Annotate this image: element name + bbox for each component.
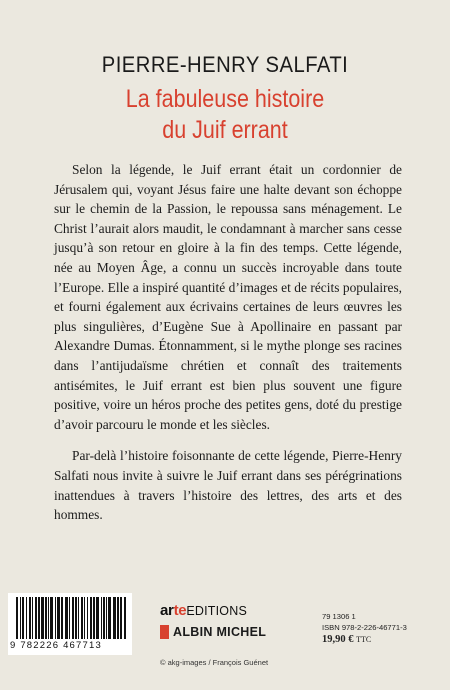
blurb: [54, 160, 402, 525]
isbn-number: ISBN 978-2-226-46771-3: [322, 622, 407, 632]
price: 19,90 € TTC: [322, 634, 372, 645]
blurb-paragraph-1: Selon la légende, le Juif errant était un cordonnier de Jérusalem qui, voyant Jésus faire une halte devant son échoppe sur le chemin de la Passion, le repoussa sans ménagement. Le Christ l’aurait alors maudit, le condamnant à marcher sans cesse jusqu’à son retour en gloire à la fin des temps. Cette légende, née au Moyen Âge, a connu un succès incroyable dans toute l’Europe. Elle a inspiré quantité d’images et de récits populaires, et fourni également aux écrivains certaines de leurs œuvres les plus singulières, d’Eugène Sue à Apollinaire en passant par Alexandre Dumas. Étonnamment, si le mythe plonge ses racines dans l’antijudaïsme chrétien et connaît des traitements antisémites, le Juif errant est bien plus souvent une figure positive, voire un héros proche des petites gens, doté du prestige d’avoir parcouru le monde et les siècles.: [54, 162, 402, 432]
book-title-line-1: La fabuleuse histoire: [125, 85, 325, 113]
albin-michel-mark-icon: [160, 625, 169, 639]
barcode: [8, 593, 132, 655]
barcode-bars: [16, 597, 128, 641]
arte-editions-logo: arteEDITIONS: [160, 602, 247, 619]
publisher-logos: [160, 603, 266, 639]
albin-michel-logo: ALBIN MICHEL: [160, 625, 266, 639]
isbn-block: [322, 612, 432, 646]
author-name: PIERRE-HENRY SALFATI: [101, 52, 349, 77]
book-title-line-2: du Juif errant: [162, 116, 288, 144]
product-code: 79 1306 1: [322, 612, 356, 621]
blurb-paragraph-2: Par-delà l’histoire foisonnante de cette légende, Pierre-Henry Salfati nous invite à suivre le Juif errant dans ses pérégrinations inattendues à travers l’histoire des lettres, des arts et des hommes.: [54, 448, 402, 523]
book-title: [32, 84, 419, 146]
image-credit: © akg-images / François Guénet: [160, 658, 269, 667]
barcode-digits: 9 782226 467713: [10, 640, 102, 651]
